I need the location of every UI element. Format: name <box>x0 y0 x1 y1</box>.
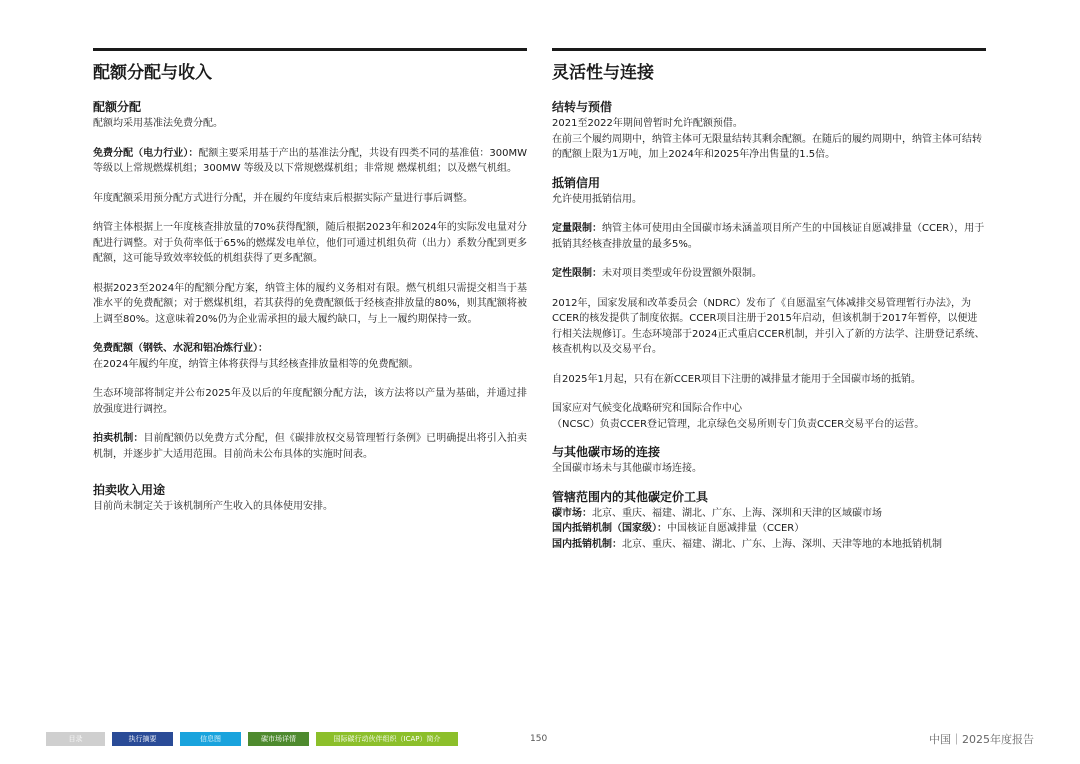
nav-tab-contents[interactable]: 目录 <box>46 732 105 746</box>
allocation-p6 <box>93 341 527 372</box>
other-pricing-line2 <box>552 521 986 537</box>
other-pricing-heading: 管辖范围内的其他碳定价工具 <box>552 489 709 504</box>
footer-nav <box>46 732 458 746</box>
banking-heading: 结转与预借 <box>552 100 613 114</box>
right-column <box>552 48 986 552</box>
allocation-p6-label: 免费配额（钢铁、水泥和铝冶炼行业）： <box>93 343 268 354</box>
offset-p6a: 国家应对气候变化战略研究和国际合作中心 <box>552 403 742 414</box>
other-pricing-line2-text: 中国核证自愿减排量（CCER） <box>667 523 805 534</box>
nav-tab-icap-intro[interactable]: 国际碳行动伙伴组织（ICAP）简介 <box>316 732 458 746</box>
right-section-title: 灵活性与连接 <box>552 63 654 83</box>
other-pricing-line1-text: 北京、重庆、福建、湖北、广东、上海、深圳和天津的区域碳市场 <box>592 507 882 519</box>
allocation-p4: 纳管主体根据上一年度核查排放量的70%获得配额，随后根据2023年和2024年的实际发电量对分配进行调整。对于负荷率低于65%的燃煤发电单位，他们可通过机组负荷（出力）系数分配到更多配额，这可能导致效率较低的机组获得了更多配额。 <box>93 222 527 264</box>
auction-revenue-p: 目前尚未制定关于该机制所产生收入的具体使用安排。 <box>93 501 333 512</box>
offset-p2-text: 纳管主体可使用由全国碳市场未涵盖项目所产生的中国核证自愿减排量（CCER），用于抵销其经核查排放量的最多5%。 <box>552 223 985 250</box>
allocation-p2-text: 配额主要采用基于产出的基准法分配，共设有四类不同的基准值：300MW 等级以上常规燃煤机组；300MW 等级及以下常规燃煤机组；非常规 燃煤机组；以及燃气机组。 <box>93 147 528 174</box>
other-pricing-line1 <box>552 506 986 522</box>
other-pricing-line3-text: 北京、重庆、福建、湖北、广东、上海、深圳、天津等地的本地抵销机制 <box>622 538 942 550</box>
linking-p: 全国碳市场未与其他碳市场连接。 <box>552 463 702 474</box>
allocation-p7: 生态环境部将制定并公布2025年及以后的年度配额分配方法，该方法将以产量为基础，并通过排放强度进行调控。 <box>93 388 527 415</box>
allocation-p8-label: 拍卖机制： <box>93 433 144 444</box>
page-number: 150 <box>530 734 548 744</box>
nav-tab-market-details[interactable]: 碳市场详情 <box>248 732 309 746</box>
auction-revenue-heading: 拍卖收入用途 <box>93 483 166 497</box>
offset-p2-label: 定量限制： <box>552 223 602 234</box>
offset-p3-label: 定性限制： <box>552 268 602 279</box>
other-pricing-line3 <box>552 537 986 553</box>
other-pricing-line2-label: 国内抵销机制（国家级）： <box>552 523 667 534</box>
allocation-p1: 配额均采用基准法免费分配。 <box>93 118 223 129</box>
banking-p2: 在前三个履约周期中，纳管主体可无限量结转其剩余配额。在随后的履约周期中，纳管主体可结转的配额上限为1万吨，加上2024年和2025年净出售量的1.5倍。 <box>552 133 982 160</box>
offset-p6b: （NCSC）负责CCER登记管理，北京绿色交易所则专门负责CCER交易平台的运营。 <box>552 418 925 430</box>
offset-p5: 自2025年1月起，只有在新CCER项目下注册的减排量才能用于全国碳市场的抵销。 <box>552 373 922 385</box>
offset-p1: 允许使用抵销信用。 <box>552 193 642 205</box>
allocation-p2 <box>93 146 527 177</box>
allocation-heading: 配额分配 <box>93 100 142 114</box>
offset-p4: 2012年，国家发展和改革委员会（NDRC）发布了《自愿温室气体减排交易管理暂行办法》，为CCER的核发提供了制度依据。CCER项目注册于2015年启动，但该机制于2017年暂停，以便进行相关法规修订。生态环境部于2024正式重启CCER机制，并引入了新的方法学、注册登记系统、核查机构以及交易平台。 <box>552 297 985 355</box>
other-pricing-line1-label: 碳市场： <box>552 507 592 519</box>
offset-p2 <box>552 221 986 252</box>
linking-heading: 与其他碳市场的连接 <box>552 445 661 459</box>
allocation-p8 <box>93 431 527 462</box>
nav-tab-executive-summary[interactable]: 执行摘要 <box>112 732 173 746</box>
offset-heading: 抵销信用 <box>552 175 601 190</box>
offset-p6 <box>552 401 986 432</box>
left-column <box>93 48 527 515</box>
allocation-p8-text: 目前配额仍以免费方式分配，但《碳排放权交易管理暂行条例》已明确提出将引入拍卖机制，并逐步扩大适用范围。目前尚未公布具体的实施时间表。 <box>93 433 528 460</box>
nav-tab-infographic[interactable]: 信息图 <box>180 732 241 746</box>
left-top-rule <box>93 48 527 51</box>
offset-p3-text: 未对项目类型或年份设置额外限制。 <box>602 268 762 279</box>
right-top-rule <box>552 48 986 51</box>
allocation-p3: 年度配额采用预分配方式进行分配，并在履约年度结束后根据实际产量进行事后调整。 <box>93 192 473 204</box>
left-section-title: 配额分配与收入 <box>93 63 212 83</box>
allocation-p5: 根据2023至2024年的配额分配方案，纳管主体的履约义务相对有限。燃气机组只需提交相当于基准水平的免费配额；对于燃煤机组，若其获得的免费配额低于经核查排放量的80%，则其配额将被上调至80%。这意味着20%仍为企业需承担的最大履约缺口，与上一履约期保持一致。 <box>93 282 527 325</box>
report-label: 中国｜2025年度报告 <box>929 733 1034 746</box>
other-pricing-line3-label: 国内抵销机制： <box>552 538 622 550</box>
banking-p1: 2021至2022年期间曾暂时允许配额预借。 <box>552 118 743 129</box>
offset-p3 <box>552 266 986 282</box>
allocation-p2-label: 免费分配（电力行业）： <box>93 147 199 159</box>
allocation-p6-text: 在2024年履约年度，纳管主体将获得与其经核查排放量相等的免费配额。 <box>93 358 419 370</box>
